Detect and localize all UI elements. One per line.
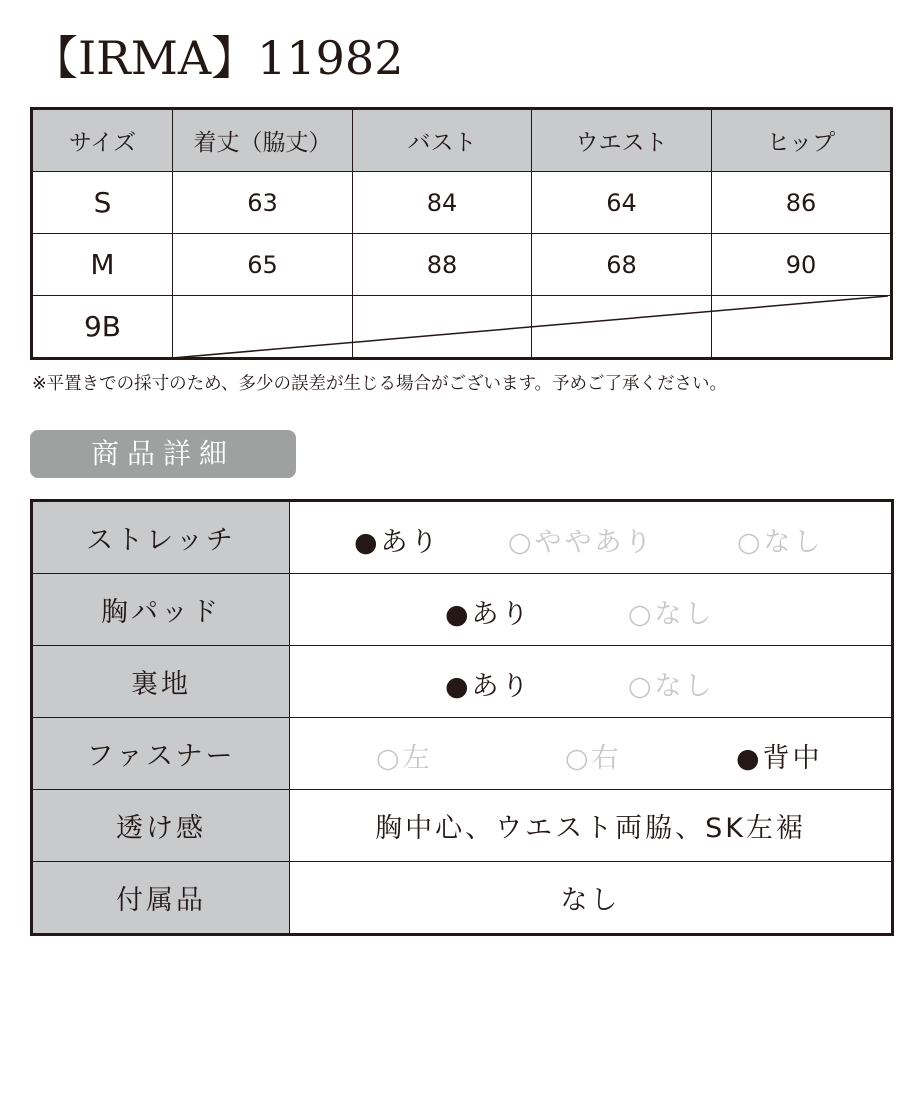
table-cell: 90: [712, 234, 892, 296]
size-label: S: [32, 172, 173, 234]
table-cell: 86: [712, 172, 892, 234]
detail-row-pad: [32, 574, 893, 646]
size-label: M: [32, 234, 173, 296]
option-unselected: ○左: [376, 743, 433, 774]
header-hip: ヒップ: [712, 109, 892, 172]
detail-label: ストレッチ: [32, 501, 290, 574]
table-cell: 65: [173, 234, 353, 296]
detail-value: なし: [290, 862, 893, 935]
header-length: 着丈（脇丈）: [173, 109, 353, 172]
page-title: 【IRMA】11982: [32, 31, 404, 85]
table-cell: 63: [173, 172, 353, 234]
detail-table: [30, 499, 894, 936]
detail-label: 透け感: [32, 790, 290, 862]
measurement-note: ※平置きでの採寸のため、多少の誤差が生じる場合がございます。予めご了承ください。: [32, 374, 728, 394]
table-cell: [353, 296, 532, 359]
table-cell: [712, 296, 892, 359]
size-table-header: [32, 109, 892, 172]
option-unselected: ○なし: [628, 599, 715, 630]
option-selected: ●あり: [354, 527, 441, 558]
detail-label: 付属品: [32, 862, 290, 935]
size-label: 9B: [32, 296, 173, 359]
option-selected: ●あり: [445, 599, 532, 630]
table-cell: 64: [532, 172, 712, 234]
option-unselected: ○ややあり: [508, 527, 655, 558]
table-cell: 88: [353, 234, 532, 296]
option-unselected: ○右: [565, 743, 622, 774]
detail-row-lining: [32, 646, 893, 718]
option-unselected: ○なし: [737, 527, 824, 558]
header-bust: バスト: [353, 109, 532, 172]
detail-row-stretch: [32, 501, 893, 574]
table-cell: [532, 296, 712, 359]
header-size: サイズ: [32, 109, 173, 172]
header-waist: ウエスト: [532, 109, 712, 172]
detail-row-sheer: [32, 790, 893, 862]
option-unselected: ○なし: [628, 671, 715, 702]
table-row: [32, 296, 892, 359]
detail-row-zipper: [32, 718, 893, 790]
option-selected: ●あり: [445, 671, 532, 702]
detail-row-accessory: [32, 862, 893, 935]
table-cell: 68: [532, 234, 712, 296]
detail-label: 裏地: [32, 646, 290, 718]
option-selected: ●背中: [736, 743, 823, 774]
table-cell: [173, 296, 353, 359]
table-cell: 84: [353, 172, 532, 234]
detail-value: 胸中心、ウエスト両脇、SK左裾: [290, 790, 893, 862]
detail-label: 胸パッド: [32, 574, 290, 646]
detail-label: ファスナー: [32, 718, 290, 790]
size-table: [30, 107, 893, 360]
table-row: [32, 234, 892, 296]
product-details-tab: 商品詳細: [30, 430, 296, 478]
table-row: [32, 172, 892, 234]
